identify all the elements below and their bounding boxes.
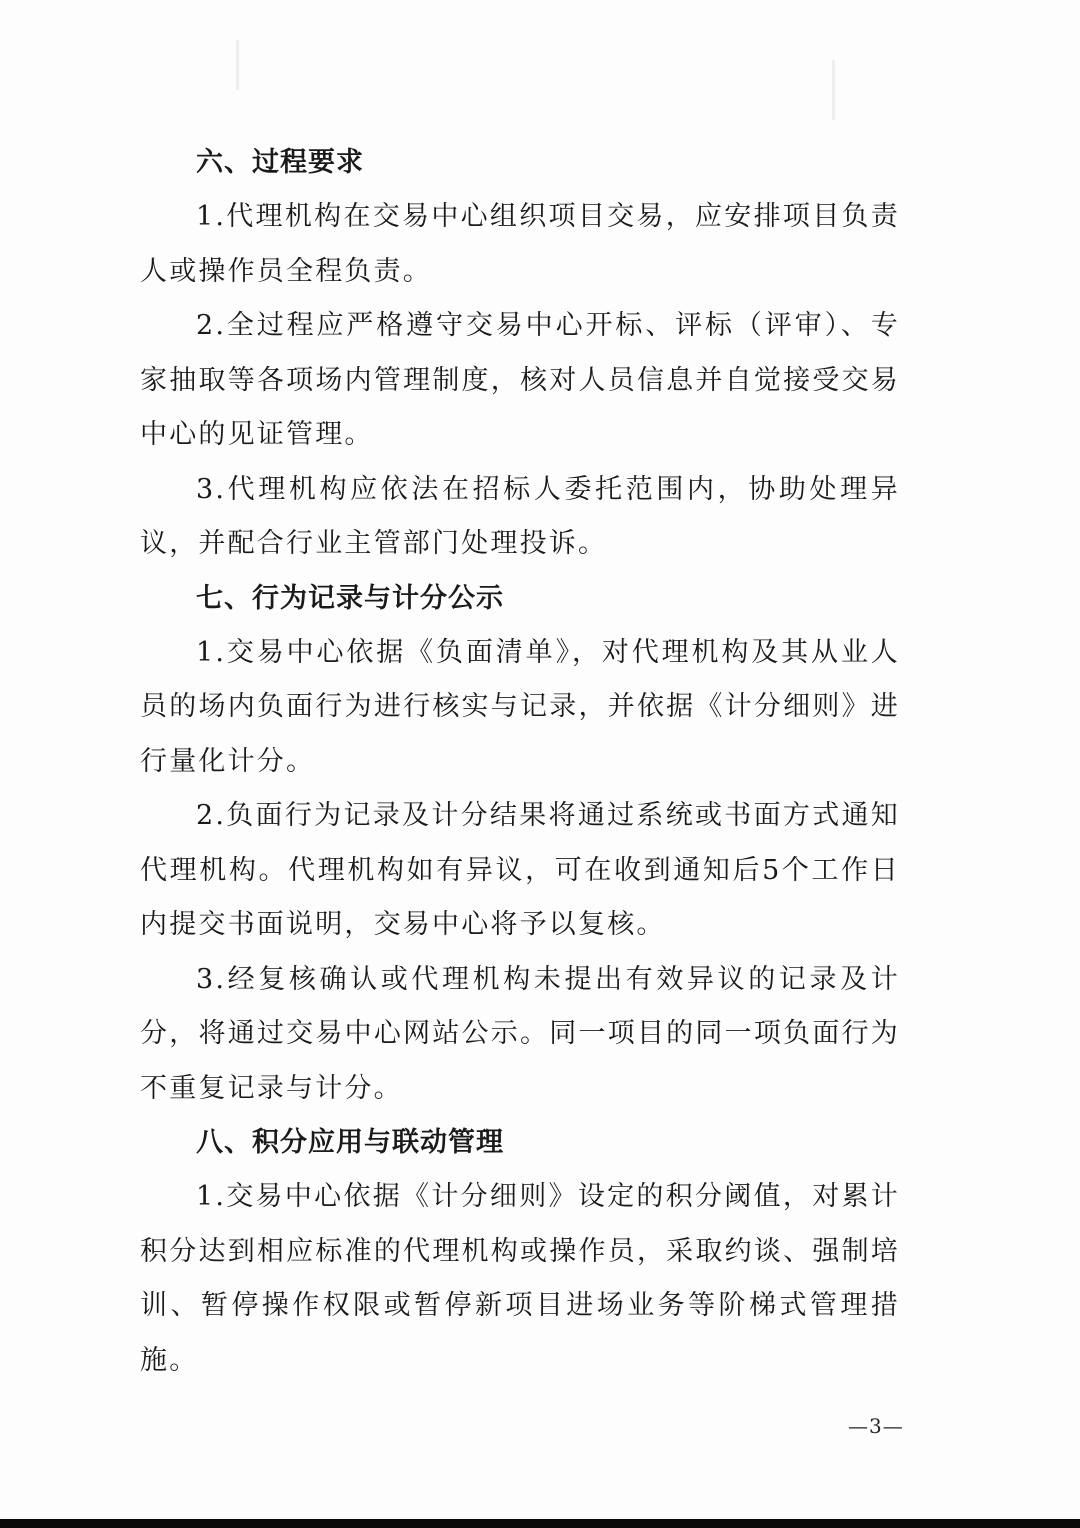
section-heading-process-requirements: 六、过程要求 [196,147,364,178]
paragraph: 2.负面行为记录及计分结果将通过系统或书面方式通知代理机构。代理机构如有异议，可在收到通知后5个工作日内提交书面说明，交易中心将予以复核。 [140,800,900,940]
paragraph: 1.代理机构在交易中心组织项目交易，应安排项目负责人或操作员全程负责。 [140,201,900,287]
paragraph: 3.代理机构应依法在招标人委托范围内，协助处理异议，并配合行业主管部门处理投诉。 [140,473,900,559]
document-body [140,136,900,1388]
section-heading-points-application: 八、积分应用与联动管理 [196,1127,504,1158]
paragraph: 2.全过程应严格遵守交易中心开标、评标（评审）、专家抽取等各项场内管理制度，核对人员信息并自觉接受交易中心的见证管理。 [140,310,900,450]
scan-artifact [236,40,239,90]
section-heading-behavior-records: 七、行为记录与计分公示 [196,582,504,614]
scan-bottom-edge [0,1519,1080,1528]
page-number: —3— [848,1414,904,1438]
scan-artifact [832,60,835,120]
paragraph: 1.交易中心依据《计分细则》设定的积分阈值，对累计积分达到相应标准的代理机构或操作员，采取约谈、强制培训、暂停操作权限或暂停新项目进场业务等阶梯式管理措施。 [140,1181,900,1376]
paragraph: 3.经复核确认或代理机构未提出有效异议的记录及计分，将通过交易中心网站公示。同一项目的同一项负面行为不重复记录与计分。 [140,963,900,1104]
paragraph: 1.交易中心依据《负面清单》，对代理机构及其从业人员的场内负面行为进行核实与记录，并依据《计分细则》进行量化计分。 [140,636,900,777]
